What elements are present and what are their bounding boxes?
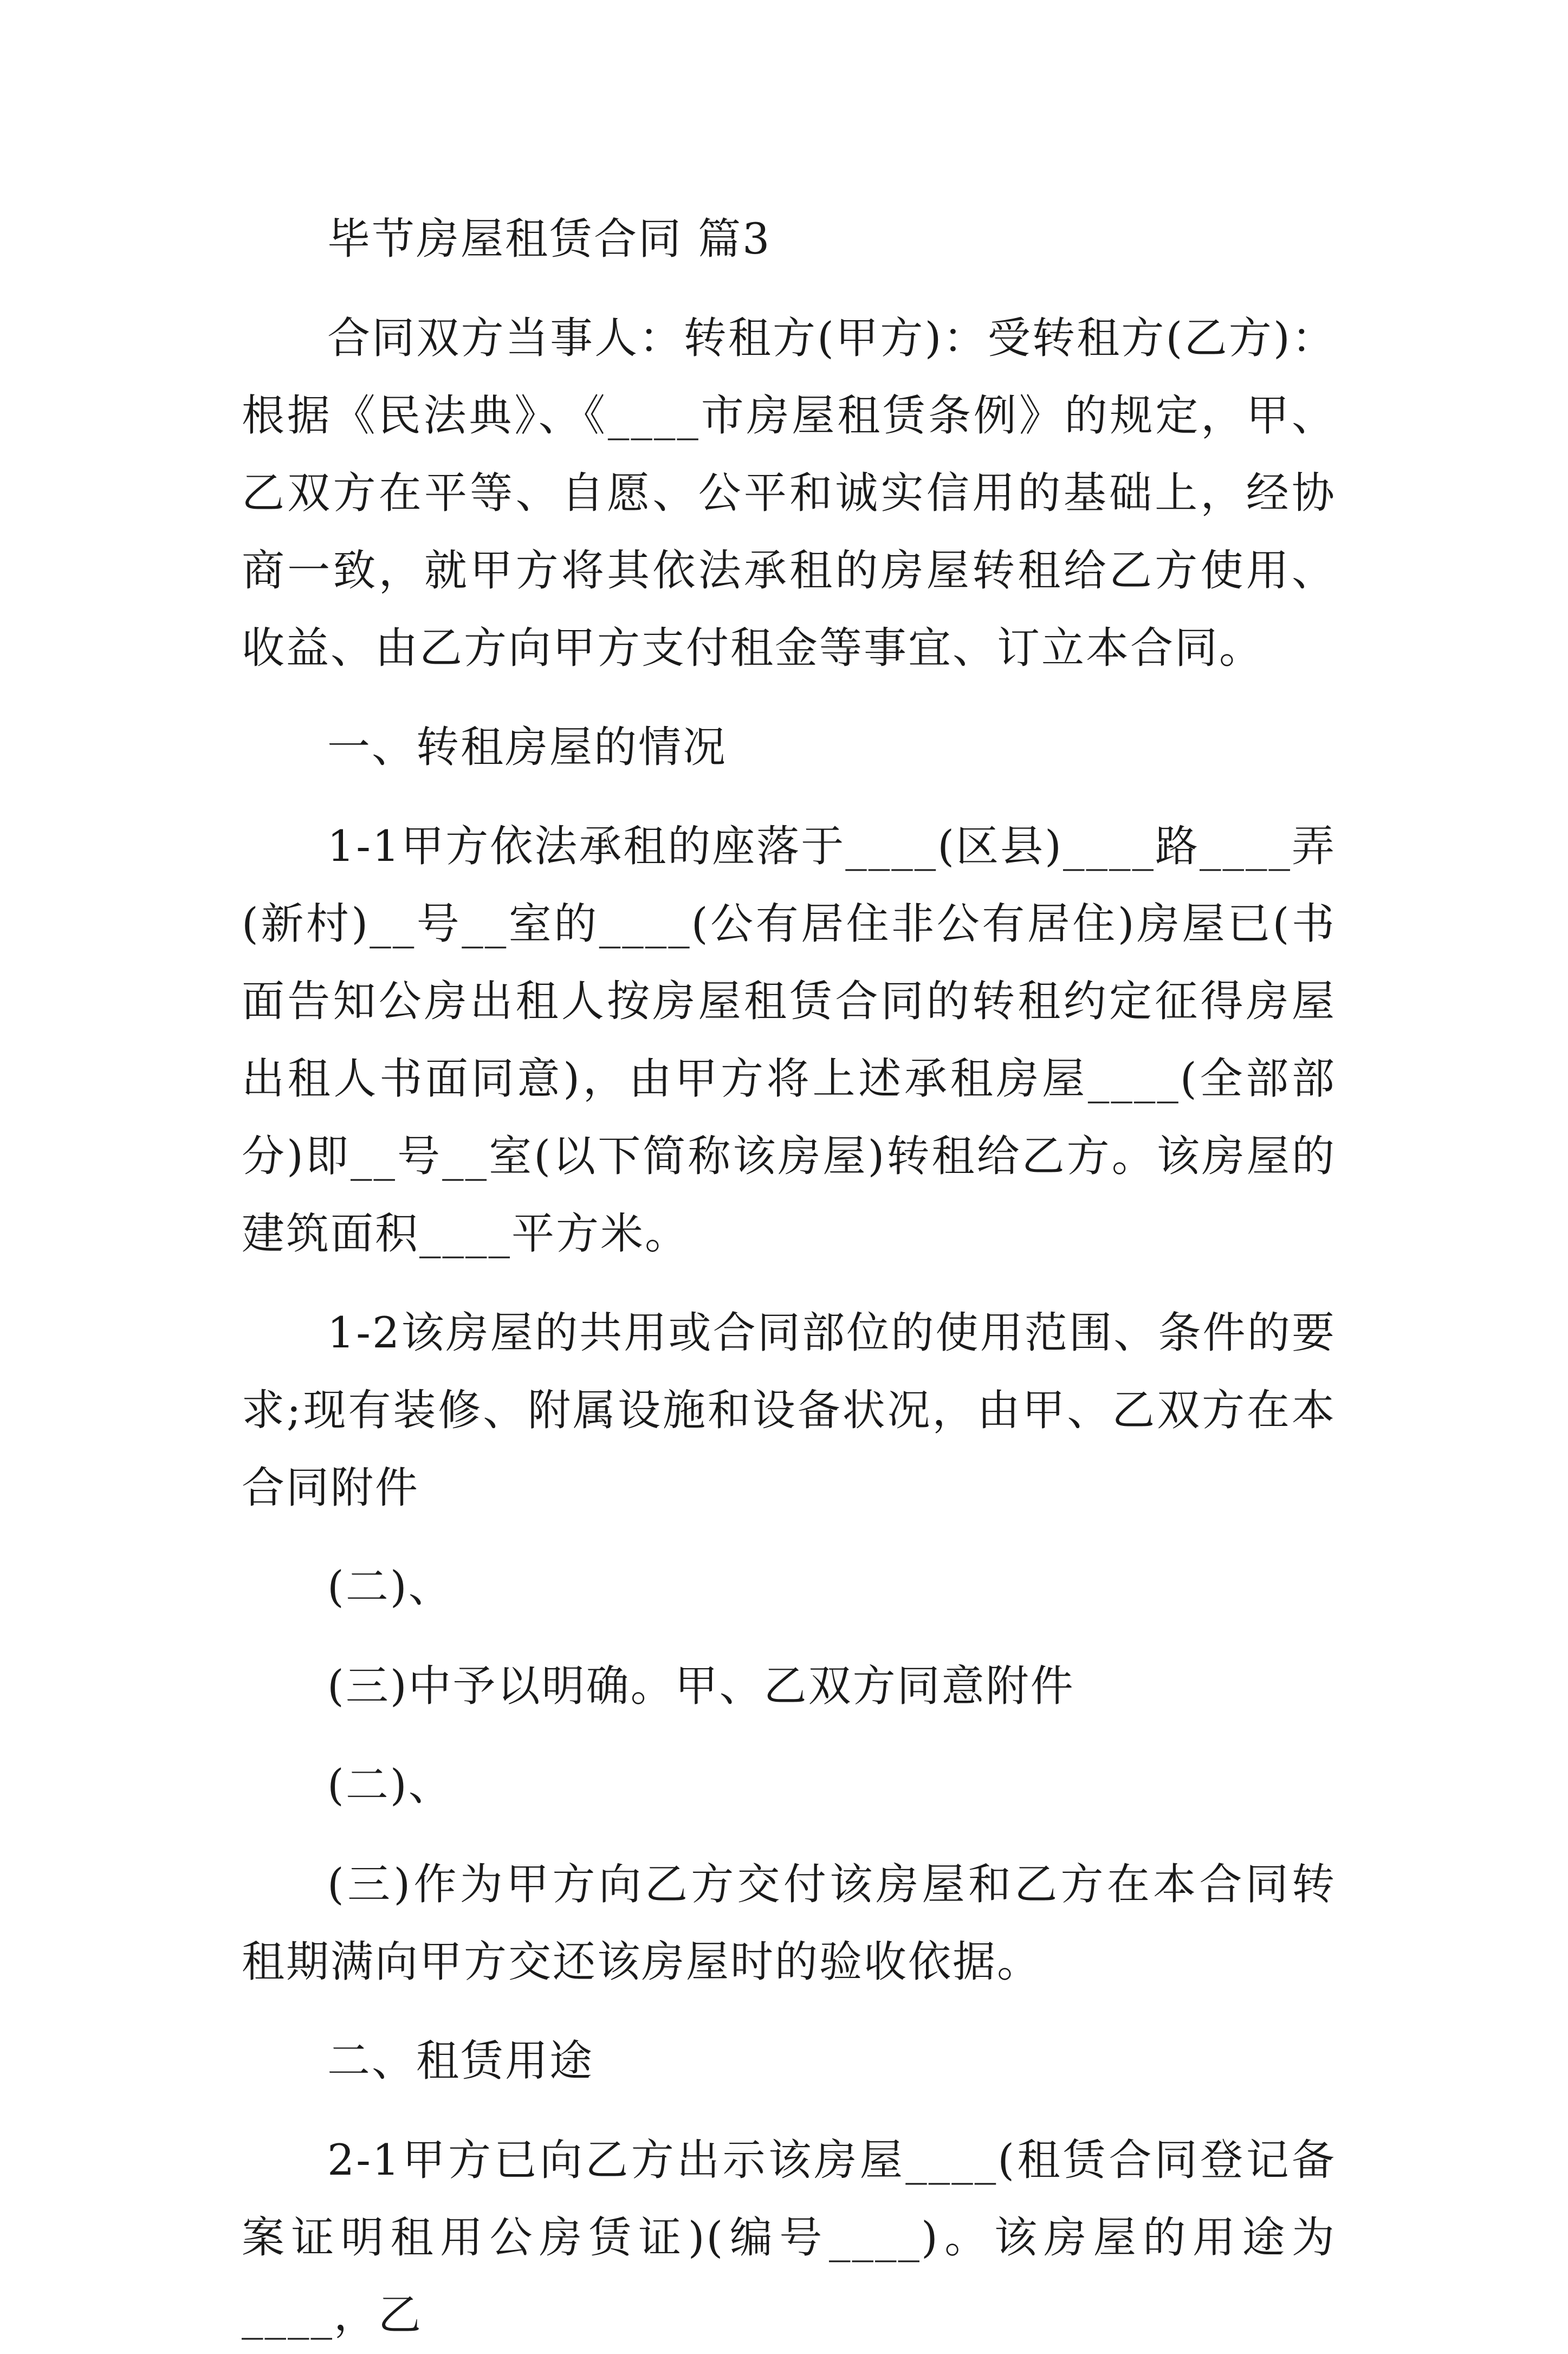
clause-2-1: 2-1甲方已向乙方出示该房屋____(租赁合同登记备案证明租用公房赁证)(编号____)。该房屋的用途为____，乙: [242, 2135, 1336, 2340]
clause-1-2: 1-2该房屋的共用或合同部位的使用范围、条件的要求;现有装修、附属设施和设备状况，由甲、乙双方在本合同附件: [242, 1308, 1336, 1513]
clause-fragment-3a: (三)中予以明确。甲、乙双方同意附件: [327, 1661, 1075, 1711]
clause-fragment-2b: (二)、: [327, 1760, 453, 1810]
clause-1-1: 1-1甲方依法承租的座落于____(区县)____路____弄(新村)__号__室的____(公有居住非公有居住)房屋已(书面告知公房出租人按房屋租赁合同的转租约定征得房屋出租人书面同意)，由甲方将上述承租房屋____(全部部分)即__号__室(以下简称该房屋)转租给乙方。该房屋的建筑面积____平方米。: [242, 821, 1336, 1259]
section-heading-1: 一、转租房屋的情况: [327, 722, 727, 772]
clause-fragment-2a: (二)、: [327, 1562, 453, 1612]
paragraph-parties: 合同双方当事人：转租方(甲方)：受转租方(乙方)：根据《民法典》、《____市房屋租赁条例》的规定，甲、乙双方在平等、自愿、公平和诚实信用的基础上，经协商一致，就甲方将其依法承租的房屋转租给乙方使用、收益、由乙方向甲方支付租金等事宜、订立本合同。: [242, 313, 1336, 673]
document-body: [242, 200, 1336, 2354]
clause-fragment-3b: (三)作为甲方向乙方交付该房屋和乙方在本合同转租期满向甲方交还该房屋时的验收依据。: [242, 1859, 1336, 1987]
section-heading-2: 二、租赁用途: [327, 2036, 594, 2086]
document-title: 毕节房屋租赁合同 篇3: [327, 214, 772, 264]
